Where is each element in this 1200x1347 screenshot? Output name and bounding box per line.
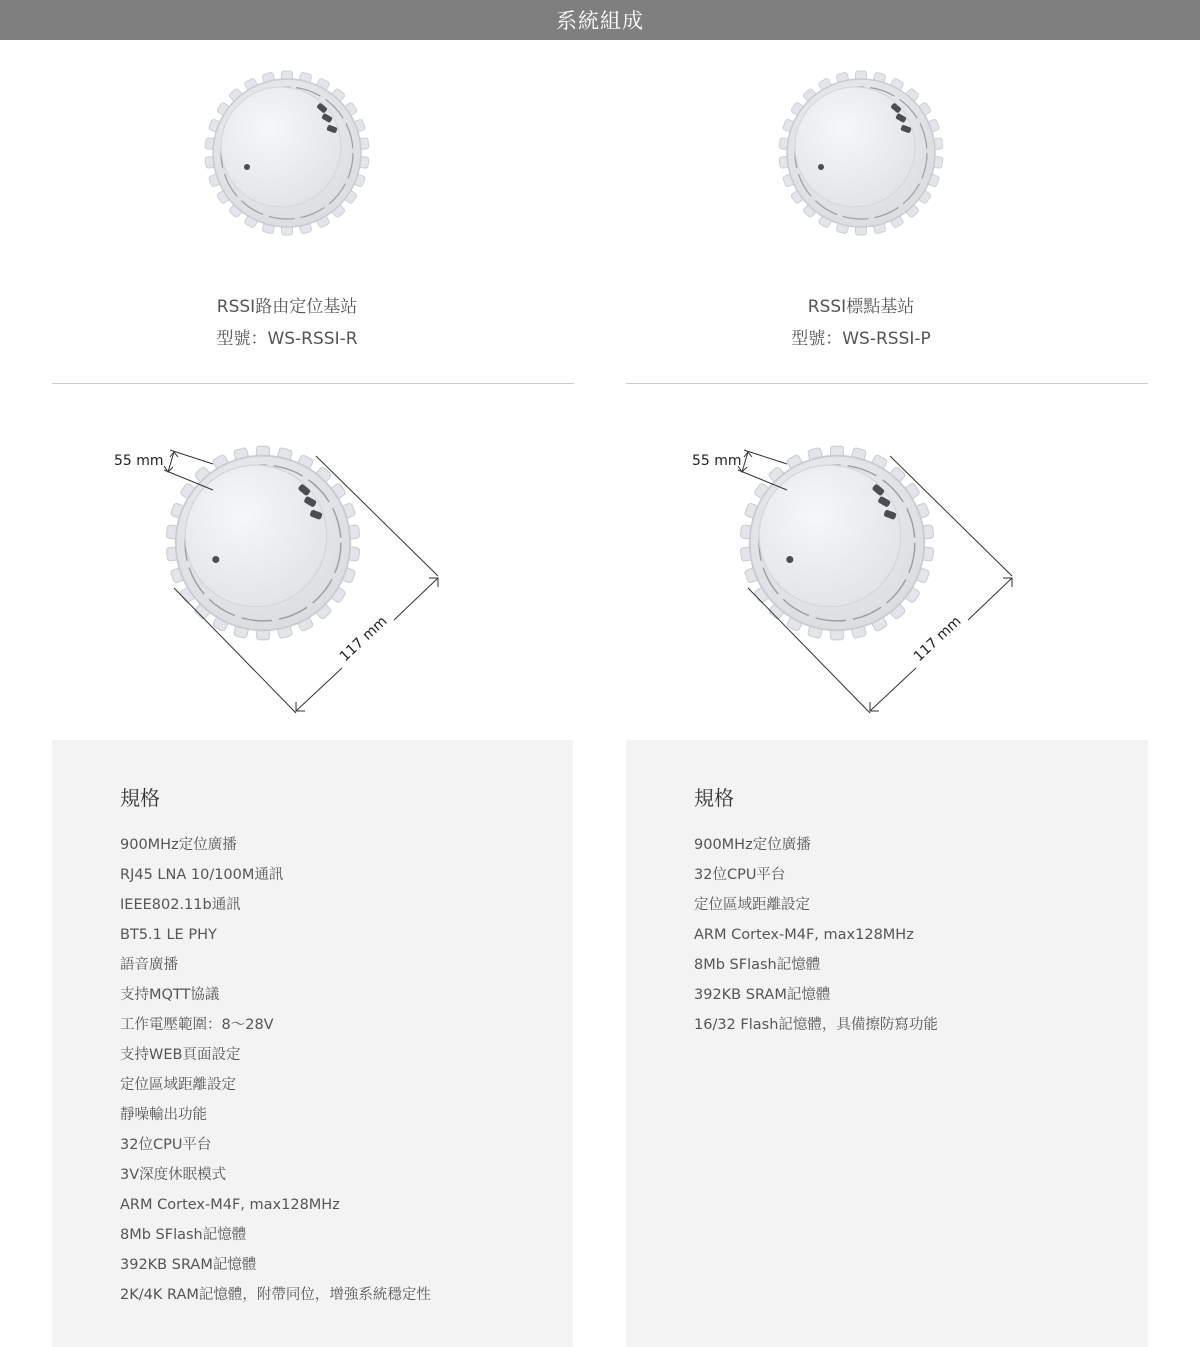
spec-item: 定位區域距離設定 (120, 1077, 236, 1093)
spec-panel (626, 740, 1148, 1347)
tag-dimension-photo (740, 446, 934, 640)
divider (52, 383, 574, 384)
diameter-label: 117 mm (910, 613, 965, 665)
spec-item: 支持WEB頁面設定 (120, 1047, 241, 1063)
spec-item: ARM Cortex-M4F, max128MHz (694, 927, 914, 943)
spec-item: 32位CPU平台 (120, 1137, 212, 1153)
spec-item: 2K/4K RAM記憶體，附帶同位，增強系統穩定性 (120, 1287, 431, 1303)
spec-item: 900MHz定位廣播 (694, 837, 811, 853)
spec-list (120, 830, 431, 1310)
height-label: 55 mm (114, 453, 164, 469)
spec-item: 靜噪輸出功能 (120, 1107, 207, 1123)
spec-title: 規格 (694, 786, 734, 810)
product-name: RSSI路由定位基站 (216, 297, 358, 317)
spec-item: IEEE802.11b通訊 (120, 897, 241, 913)
spec-item: 8Mb SFlash記憶體 (120, 1227, 247, 1243)
dimension-diagram (682, 438, 1022, 718)
spec-item: 支持MQTT協議 (120, 987, 220, 1003)
spec-title: 規格 (120, 786, 160, 810)
diameter-label: 117 mm (336, 613, 391, 665)
spec-item: 392KB SRAM記憶體 (120, 1257, 257, 1273)
spec-item: 語音廣播 (120, 957, 178, 973)
spec-panel (52, 740, 573, 1347)
router-dimension-photo (166, 446, 360, 640)
spec-item: 900MHz定位廣播 (120, 837, 237, 853)
dimension-diagram (108, 438, 448, 718)
section-title: 系統組成 (556, 9, 644, 33)
spec-item: 32位CPU平台 (694, 867, 786, 883)
spec-item: RJ45 LNA 10/100M通訊 (120, 867, 284, 883)
spec-item: 工作電壓範圍：8～28V (120, 1017, 274, 1033)
height-label: 55 mm (692, 453, 742, 469)
spec-item: 8Mb SFlash記憶體 (694, 957, 821, 973)
product-model: 型號：WS-RSSI-R (216, 329, 358, 349)
spec-list (694, 830, 938, 1040)
product-model: 型號：WS-RSSI-P (791, 329, 931, 349)
spec-item: 16/32 Flash記憶體，具備擦防寫功能 (694, 1017, 938, 1033)
spec-item: 定位區域距離設定 (694, 897, 810, 913)
section-header (0, 0, 1200, 40)
divider (626, 383, 1148, 384)
tag-base-station-photo (778, 70, 944, 236)
spec-item: BT5.1 LE PHY (120, 927, 217, 943)
router-base-station-photo (204, 70, 370, 236)
spec-item: ARM Cortex-M4F, max128MHz (120, 1197, 340, 1213)
spec-item: 3V深度休眠模式 (120, 1167, 227, 1183)
product-name: RSSI標點基站 (807, 297, 915, 317)
spec-item: 392KB SRAM記憶體 (694, 987, 831, 1003)
